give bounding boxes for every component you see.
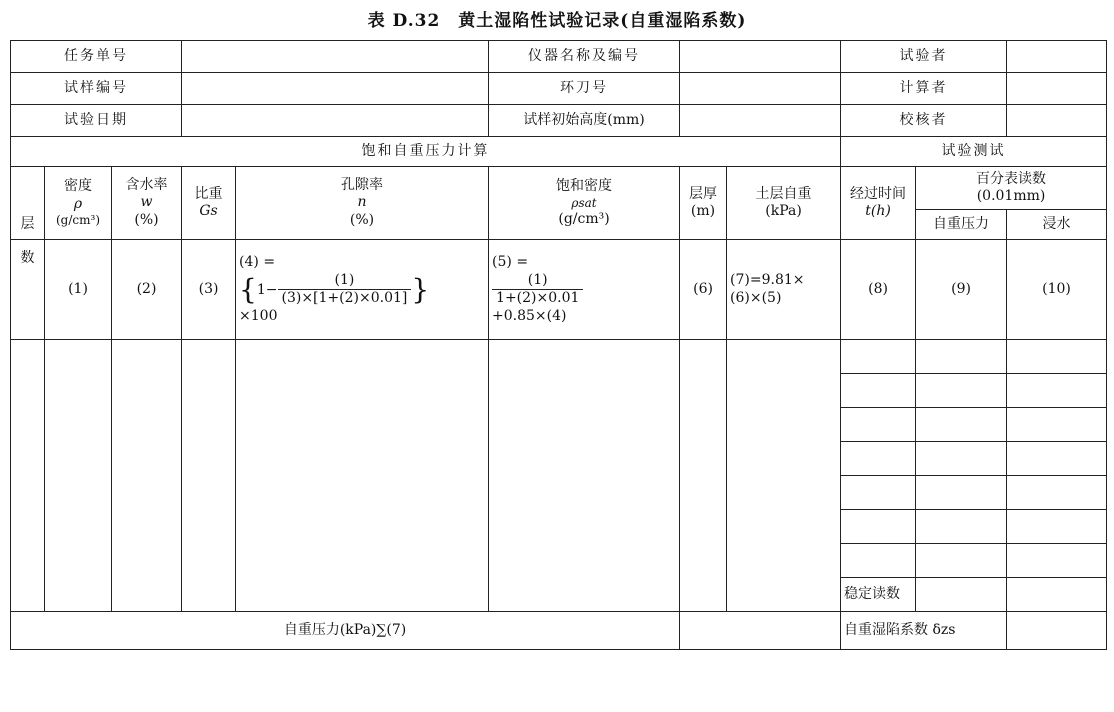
entry-density[interactable] bbox=[45, 340, 112, 612]
soak-header: 浸水 bbox=[1007, 210, 1107, 240]
stable-self-press[interactable] bbox=[916, 578, 1007, 612]
sat-header: 饱和密度 ρsat (g/cm³) bbox=[489, 167, 680, 240]
entry-water[interactable] bbox=[112, 340, 182, 612]
test-date-value[interactable] bbox=[182, 105, 489, 137]
ring-no-value[interactable] bbox=[680, 73, 841, 105]
checker-label: 校核者 bbox=[841, 105, 1007, 137]
entry-void[interactable] bbox=[236, 340, 489, 612]
task-no-label: 任务单号 bbox=[11, 41, 182, 73]
stable-label: 稳定读数 bbox=[841, 578, 916, 612]
sum-label: 自重压力(kPa)∑(7) bbox=[11, 612, 680, 650]
sample-no-value[interactable] bbox=[182, 73, 489, 105]
code-8: (8) bbox=[841, 240, 916, 340]
code-3: (3) bbox=[182, 240, 236, 340]
weight-header: 土层自重 (kPa) bbox=[727, 167, 841, 240]
entry-self-press[interactable] bbox=[916, 442, 1007, 476]
record-sheet bbox=[10, 40, 1107, 650]
record-table bbox=[10, 40, 1107, 650]
entry-soak[interactable] bbox=[1007, 476, 1107, 510]
entry-soak[interactable] bbox=[1007, 340, 1107, 374]
entry-self-press[interactable] bbox=[916, 374, 1007, 408]
formula-7: (7)=9.81× (6)×(5) bbox=[727, 240, 841, 340]
formula-5: (5) = $\frac{(1)}{1+(2)\times 0.01}$ +0.85×(4) bbox=[489, 240, 680, 340]
entry-soak[interactable] bbox=[1007, 442, 1107, 476]
entry-time[interactable] bbox=[841, 374, 916, 408]
calculator-label: 计算者 bbox=[841, 73, 1007, 105]
code-10: (10) bbox=[1007, 240, 1107, 340]
entry-weight[interactable] bbox=[727, 340, 841, 612]
entry-time[interactable] bbox=[841, 544, 916, 578]
entry-self-press[interactable] bbox=[916, 408, 1007, 442]
entry-self-press[interactable] bbox=[916, 544, 1007, 578]
measure-section-title: 试验测试 bbox=[841, 137, 1107, 167]
footer-row bbox=[11, 612, 1107, 650]
test-date-label: 试验日期 bbox=[11, 105, 182, 137]
water-header: 含水率 w (%) bbox=[112, 167, 182, 240]
code-9: (9) bbox=[916, 240, 1007, 340]
instrument-value[interactable] bbox=[680, 41, 841, 73]
entry-time[interactable] bbox=[841, 340, 916, 374]
self-press-header: 自重压力 bbox=[916, 210, 1007, 240]
code-2: (2) bbox=[112, 240, 182, 340]
code-1: (1) bbox=[45, 240, 112, 340]
sum-value[interactable] bbox=[680, 612, 841, 650]
init-height-value[interactable] bbox=[680, 105, 841, 137]
col-header-row-a bbox=[11, 167, 1107, 210]
void-header: 孔隙率 n (%) bbox=[236, 167, 489, 240]
ring-no-label: 环刀号 bbox=[489, 73, 680, 105]
formula-4: (4) = {1− $\frac{(1)}{(3)\times[1+(2)\times 0.01]}$ } ×100 bbox=[236, 240, 489, 340]
init-height-label: 试样初始高度(mm) bbox=[489, 105, 680, 137]
density-header: 密度 ρ (g/cm³) bbox=[45, 167, 112, 240]
info-row-3 bbox=[11, 105, 1107, 137]
info-row-1 bbox=[11, 41, 1107, 73]
task-no-value[interactable] bbox=[182, 41, 489, 73]
entry-time[interactable] bbox=[841, 408, 916, 442]
entry-time[interactable] bbox=[841, 510, 916, 544]
layer-header: 层 bbox=[11, 167, 45, 240]
entry-sat[interactable] bbox=[489, 340, 680, 612]
entry-layer[interactable] bbox=[11, 340, 45, 612]
entry-thick[interactable] bbox=[680, 340, 727, 612]
tester-value[interactable] bbox=[1007, 41, 1107, 73]
section-row bbox=[11, 137, 1107, 167]
entry-soak[interactable] bbox=[1007, 374, 1107, 408]
data-row bbox=[11, 340, 1107, 374]
entry-time[interactable] bbox=[841, 442, 916, 476]
instrument-label: 仪器名称及编号 bbox=[489, 41, 680, 73]
entry-time[interactable] bbox=[841, 476, 916, 510]
entry-soak[interactable] bbox=[1007, 408, 1107, 442]
thick-header: 层厚 (m) bbox=[680, 167, 727, 240]
table-title: 表 D.32 黄土湿陷性试验记录(自重湿陷系数) bbox=[367, 11, 747, 31]
checker-value[interactable] bbox=[1007, 105, 1107, 137]
dial-header: 百分表读数 (0.01mm) bbox=[916, 167, 1107, 210]
entry-self-press[interactable] bbox=[916, 340, 1007, 374]
coef-value[interactable] bbox=[1007, 612, 1107, 650]
sample-no-label: 试样编号 bbox=[11, 73, 182, 105]
entry-soak[interactable] bbox=[1007, 510, 1107, 544]
stable-soak[interactable] bbox=[1007, 578, 1107, 612]
entry-self-press[interactable] bbox=[916, 510, 1007, 544]
info-row-2 bbox=[11, 73, 1107, 105]
coef-label: 自重湿陷系数 δzs bbox=[841, 612, 1007, 650]
tester-label: 试验者 bbox=[841, 41, 1007, 73]
layer-header-2: 数 bbox=[11, 240, 45, 340]
sg-header: 比重 Gs bbox=[182, 167, 236, 240]
code-6: (6) bbox=[680, 240, 727, 340]
time-header: 经过时间 t(h) bbox=[841, 167, 916, 240]
calculator-value[interactable] bbox=[1007, 73, 1107, 105]
entry-sg[interactable] bbox=[182, 340, 236, 612]
entry-self-press[interactable] bbox=[916, 476, 1007, 510]
formula-row bbox=[11, 240, 1107, 340]
calc-section-title: 饱和自重压力计算 bbox=[11, 137, 841, 167]
entry-soak[interactable] bbox=[1007, 544, 1107, 578]
